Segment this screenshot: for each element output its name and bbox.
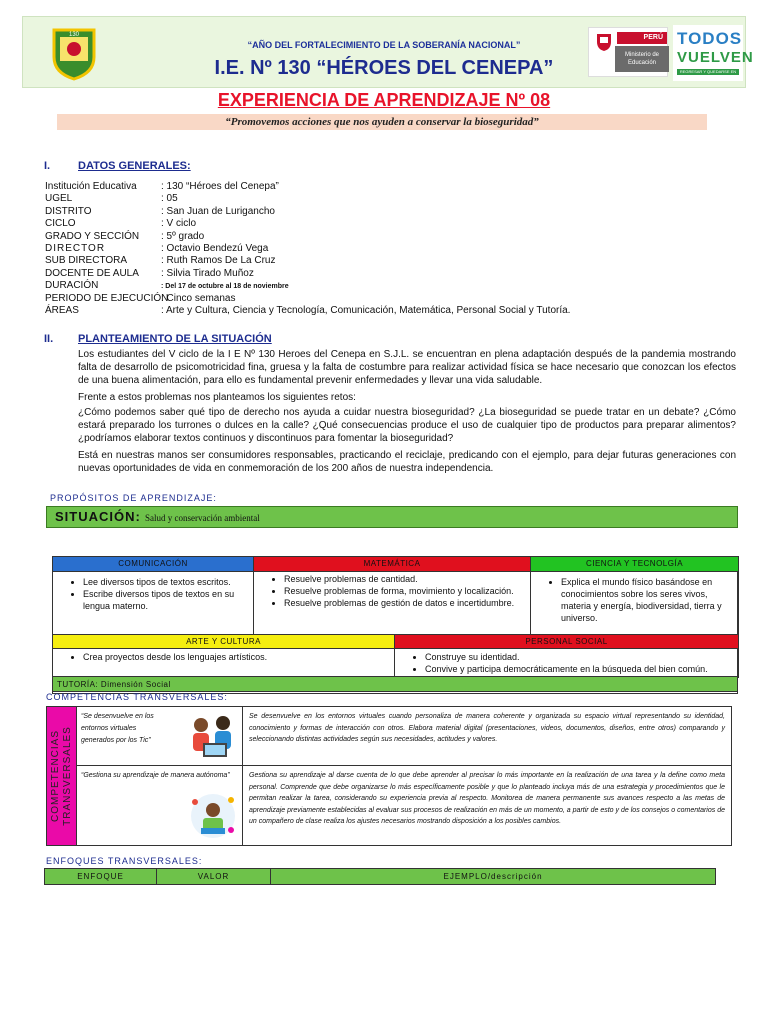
datos-value: : 5º grado: [161, 230, 205, 242]
enfoques-heading: ENFOQUES TRANSVERSALES:: [46, 856, 203, 866]
situacion-box: [46, 506, 738, 528]
experience-title: EXPERIENCIA DE APRENDIZAJE Nº 08: [217, 90, 551, 110]
ministerio-label: Ministerio de Educación: [615, 46, 669, 72]
section-number: II.: [44, 333, 54, 345]
datos-label: GRADO Y SECCIÓN: [45, 230, 140, 242]
datos-label: PERIODO DE EJECUCIÓN: [45, 292, 169, 304]
competencias-side-label: [47, 707, 77, 845]
area-header-personal: PERSONAL SOCIAL: [394, 634, 739, 649]
experience-subtitle: “Promovemos acciones que nos ayuden a conservar la bioseguridad”: [57, 114, 707, 130]
area-cell-arte: [52, 648, 395, 678]
datos-value: : Silvia Tirado Muñoz: [161, 267, 254, 279]
datos-generales-list: [45, 181, 570, 317]
area-cell-matematica: [253, 571, 531, 635]
datos-value: : 130 “Héroes del Cenepa”: [161, 181, 279, 192]
list-item: • Lee diversos tipos de textos escritos.: [83, 576, 253, 588]
datos-value: : Arte y Cultura, Ciencia y Tecnología, Comunicación, Matemática, Personal Social y Tutoría.: [161, 304, 571, 316]
minedu-logo: [588, 27, 668, 77]
section-heading-datos: [44, 160, 191, 172]
vuelven-text: VUELVEN: [677, 49, 754, 66]
year-motto: “AÑO DEL FORTALECIMIENTO DE LA SOBERANÍA NACIONAL”: [247, 40, 521, 50]
crest-number: 130: [68, 32, 80, 38]
datos-row: [45, 305, 570, 317]
section-title: DATOS GENERALES:: [78, 160, 191, 172]
situacion-label: SITUACIÓN:: [55, 509, 141, 524]
datos-label: DIRECTOR: [45, 242, 106, 254]
valor-column-header: VALOR: [157, 869, 271, 884]
list-item: • Escribe diversos tipos de textos en su lengua materno.: [83, 588, 253, 612]
datos-label: UGEL: [45, 193, 73, 205]
peru-label: PERÚ: [617, 32, 667, 44]
todos-tagline: REGRESAR Y QUEDARSE EN 2022: [677, 69, 739, 75]
area-cell-comunicacion: [52, 571, 254, 635]
area-header-arte: ARTE Y CULTURA: [52, 634, 395, 649]
propositos-heading: PROPÓSITOS DE APRENDIZAJE:: [50, 493, 217, 503]
enfoques-table-header: [44, 868, 716, 885]
datos-row: [45, 193, 570, 205]
datos-label: DURACIÓN: [45, 280, 99, 292]
students-computer-icon: [187, 713, 237, 759]
datos-row: [45, 243, 570, 255]
competencia-2-name: “Gestiona su aprendizaje de manera autónoma”: [81, 772, 230, 779]
competencias-table: [46, 706, 732, 846]
area-cell-personal: [394, 648, 739, 678]
datos-value: : V ciclo: [161, 218, 197, 230]
school-name: I.E. Nº 130 “HÉROES DEL CENEPA”: [214, 57, 554, 79]
datos-label: DISTRITO: [45, 205, 92, 217]
tutoria-row: TUTORÍA: Dimensión Social: [52, 676, 738, 692]
area-header-ciencia: CIENCIA Y TECNOLGÍA: [530, 556, 739, 572]
todos-text: TODOS: [677, 29, 743, 48]
datos-row: [45, 280, 570, 292]
list-item: • Construye su identidad.: [425, 651, 738, 663]
datos-label: CICLO: [45, 218, 76, 230]
datos-label: DOCENTE DE AULA: [45, 267, 139, 279]
datos-label: SUB DIRECTORA: [45, 255, 128, 267]
datos-row: [45, 293, 570, 305]
area-header-comunicacion: COMUNICACIÓN: [52, 556, 254, 572]
student-learning-icon: [187, 790, 239, 842]
competencia-2-description: Gestiona su aprendizaje al darse cuenta de lo que debe aprender al precisar lo más importante en la realización de una tarea y la define como meta personal. Comprende que debe organizarse lo más específicamente posible y que lo planteado incluya más de una estrategia y procedimientos que le permitan realizar la tarea, considerando su experiencia previa al respecto. Monitorea de manera permanente sus avances respecto a las metas de aprendizaje previamente establecidas al evaluar sus procesos de realización en más de un momento, a partir de esto y de los consejos o comentarios de un compañero de clase realiza los ajustes necesarios mostrando disposición a los posibles cambios.: [249, 772, 725, 825]
side-label-line: COMPETENCIAS: [49, 729, 61, 823]
competencia-1-name: “Se desenvuelve en los entornos virtuales generados por los Tic”: [81, 713, 154, 744]
section-title: PLANTEAMIENTO DE LA SITUACIÓN: [78, 333, 272, 345]
situacion-paragraph-1: Los estudiantes del V ciclo de la I E Nº 130 Heroes del Cenepa en S.J.L. se encuentran en plena adaptación después de la pandemia mostrando falta de desarrollo de psicomotricidad fina, gruesa y la falta de costumbre para realizar actividad física se hace necesario que conozcan los efectos de una buena alimentación, para ello es fundamental prevenir enfermedades y llevar una vida saludable.: [78, 349, 736, 386]
list-item: • Explica el mundo físico basándose en conocimientos sobre los seres vivos, materia y energía, biodiversidad, tierra y universo.: [561, 576, 738, 624]
competencia-1-description: Se desenvuelve en los entornos virtuales cuando personaliza de manera coherente y organizada su espacio virtual representando su identidad, conocimiento y formas de interacción con otros. Elabora material digital (presentaciones, videos, documentos, diseños, entre otros) comparando y seleccionando distintas actividades según sus necesidades, actitudes y valores.: [249, 713, 725, 743]
list-item: • Resuelve problemas de gestión de datos e incertidumbre.: [284, 597, 530, 609]
datos-row: [45, 181, 570, 193]
todos-vuelven-logo: [673, 25, 754, 81]
area-header-matematica: MATEMÁTICA: [253, 556, 531, 572]
situacion-paragraph-3: ¿Cómo podemos saber qué tipo de derecho nos ayuda a cuidar nuestra bioseguridad? ¿La bioseguridad se puede tratar en un debate? ¿Cómo estará preparado los turrones o dulces en la calle? ¿Qué consecuencias produce el uso de cualquier tipo de productos para preparar alimentos? ¿podríamos elaborar textos continuos y discontinuos para fomentar la bioseguridad?: [78, 407, 736, 444]
competencia-1-name-cell: [77, 707, 243, 765]
side-label-line: TRANSVERSALES: [61, 726, 73, 826]
datos-label: Institución Educativa: [45, 181, 137, 192]
datos-value: : 05: [161, 193, 178, 205]
situacion-paragraph-2: Frente a estos problemas nos planteamos los siguientes retos:: [78, 392, 356, 403]
list-item: • Resuelve problemas de cantidad.: [284, 573, 530, 585]
competencia-2-name-cell: [77, 766, 243, 845]
datos-row: [45, 255, 570, 267]
datos-value: : San Juan de Lurigancho: [161, 205, 275, 217]
datos-value: : Del 17 de octubre al 18 de noviembre: [161, 283, 289, 291]
peru-shield-icon: [595, 32, 613, 52]
datos-label: ÁREAS: [45, 304, 79, 316]
datos-row: [45, 218, 570, 230]
datos-row: [45, 206, 570, 218]
list-item: • Crea proyectos desde los lenguajes artísticos.: [83, 651, 394, 663]
section-number: I.: [44, 160, 51, 172]
area-cell-ciencia: [530, 571, 739, 635]
datos-value: : Cinco semanas: [161, 292, 236, 304]
competencias-heading: COMPETENCIAS TRANSVERSALES:: [46, 692, 228, 702]
ejemplo-column-header: EJEMPLO/descripción: [443, 872, 543, 881]
list-item: • Convive y participa democráticamente en la búsqueda del bien común.: [425, 663, 738, 675]
enfoque-column-header: ENFOQUE: [45, 869, 157, 884]
situacion-text: Salud y conservación ambiental: [145, 513, 260, 523]
section-heading-situacion: [44, 333, 272, 345]
list-item: • Resuelve problemas de forma, movimiento y localización.: [284, 585, 530, 597]
areas-table: [52, 556, 738, 694]
situacion-paragraph-4: Está en nuestras manos ser consumidores responsables, practicando el reciclaje, predicando con el ejemplo, para dejar futuras generaciones con nuevas oportunidades de vida en conmemoración de los 200 años de nuestra independencia.: [78, 450, 736, 474]
competencias-side-text: [50, 726, 74, 826]
datos-value: : Octavio Bendezú Vega: [161, 242, 269, 254]
document-header: [22, 16, 754, 88]
datos-value: : Ruth Ramos De La Cruz: [161, 255, 276, 267]
datos-row: [45, 268, 570, 280]
datos-row: [45, 231, 570, 243]
